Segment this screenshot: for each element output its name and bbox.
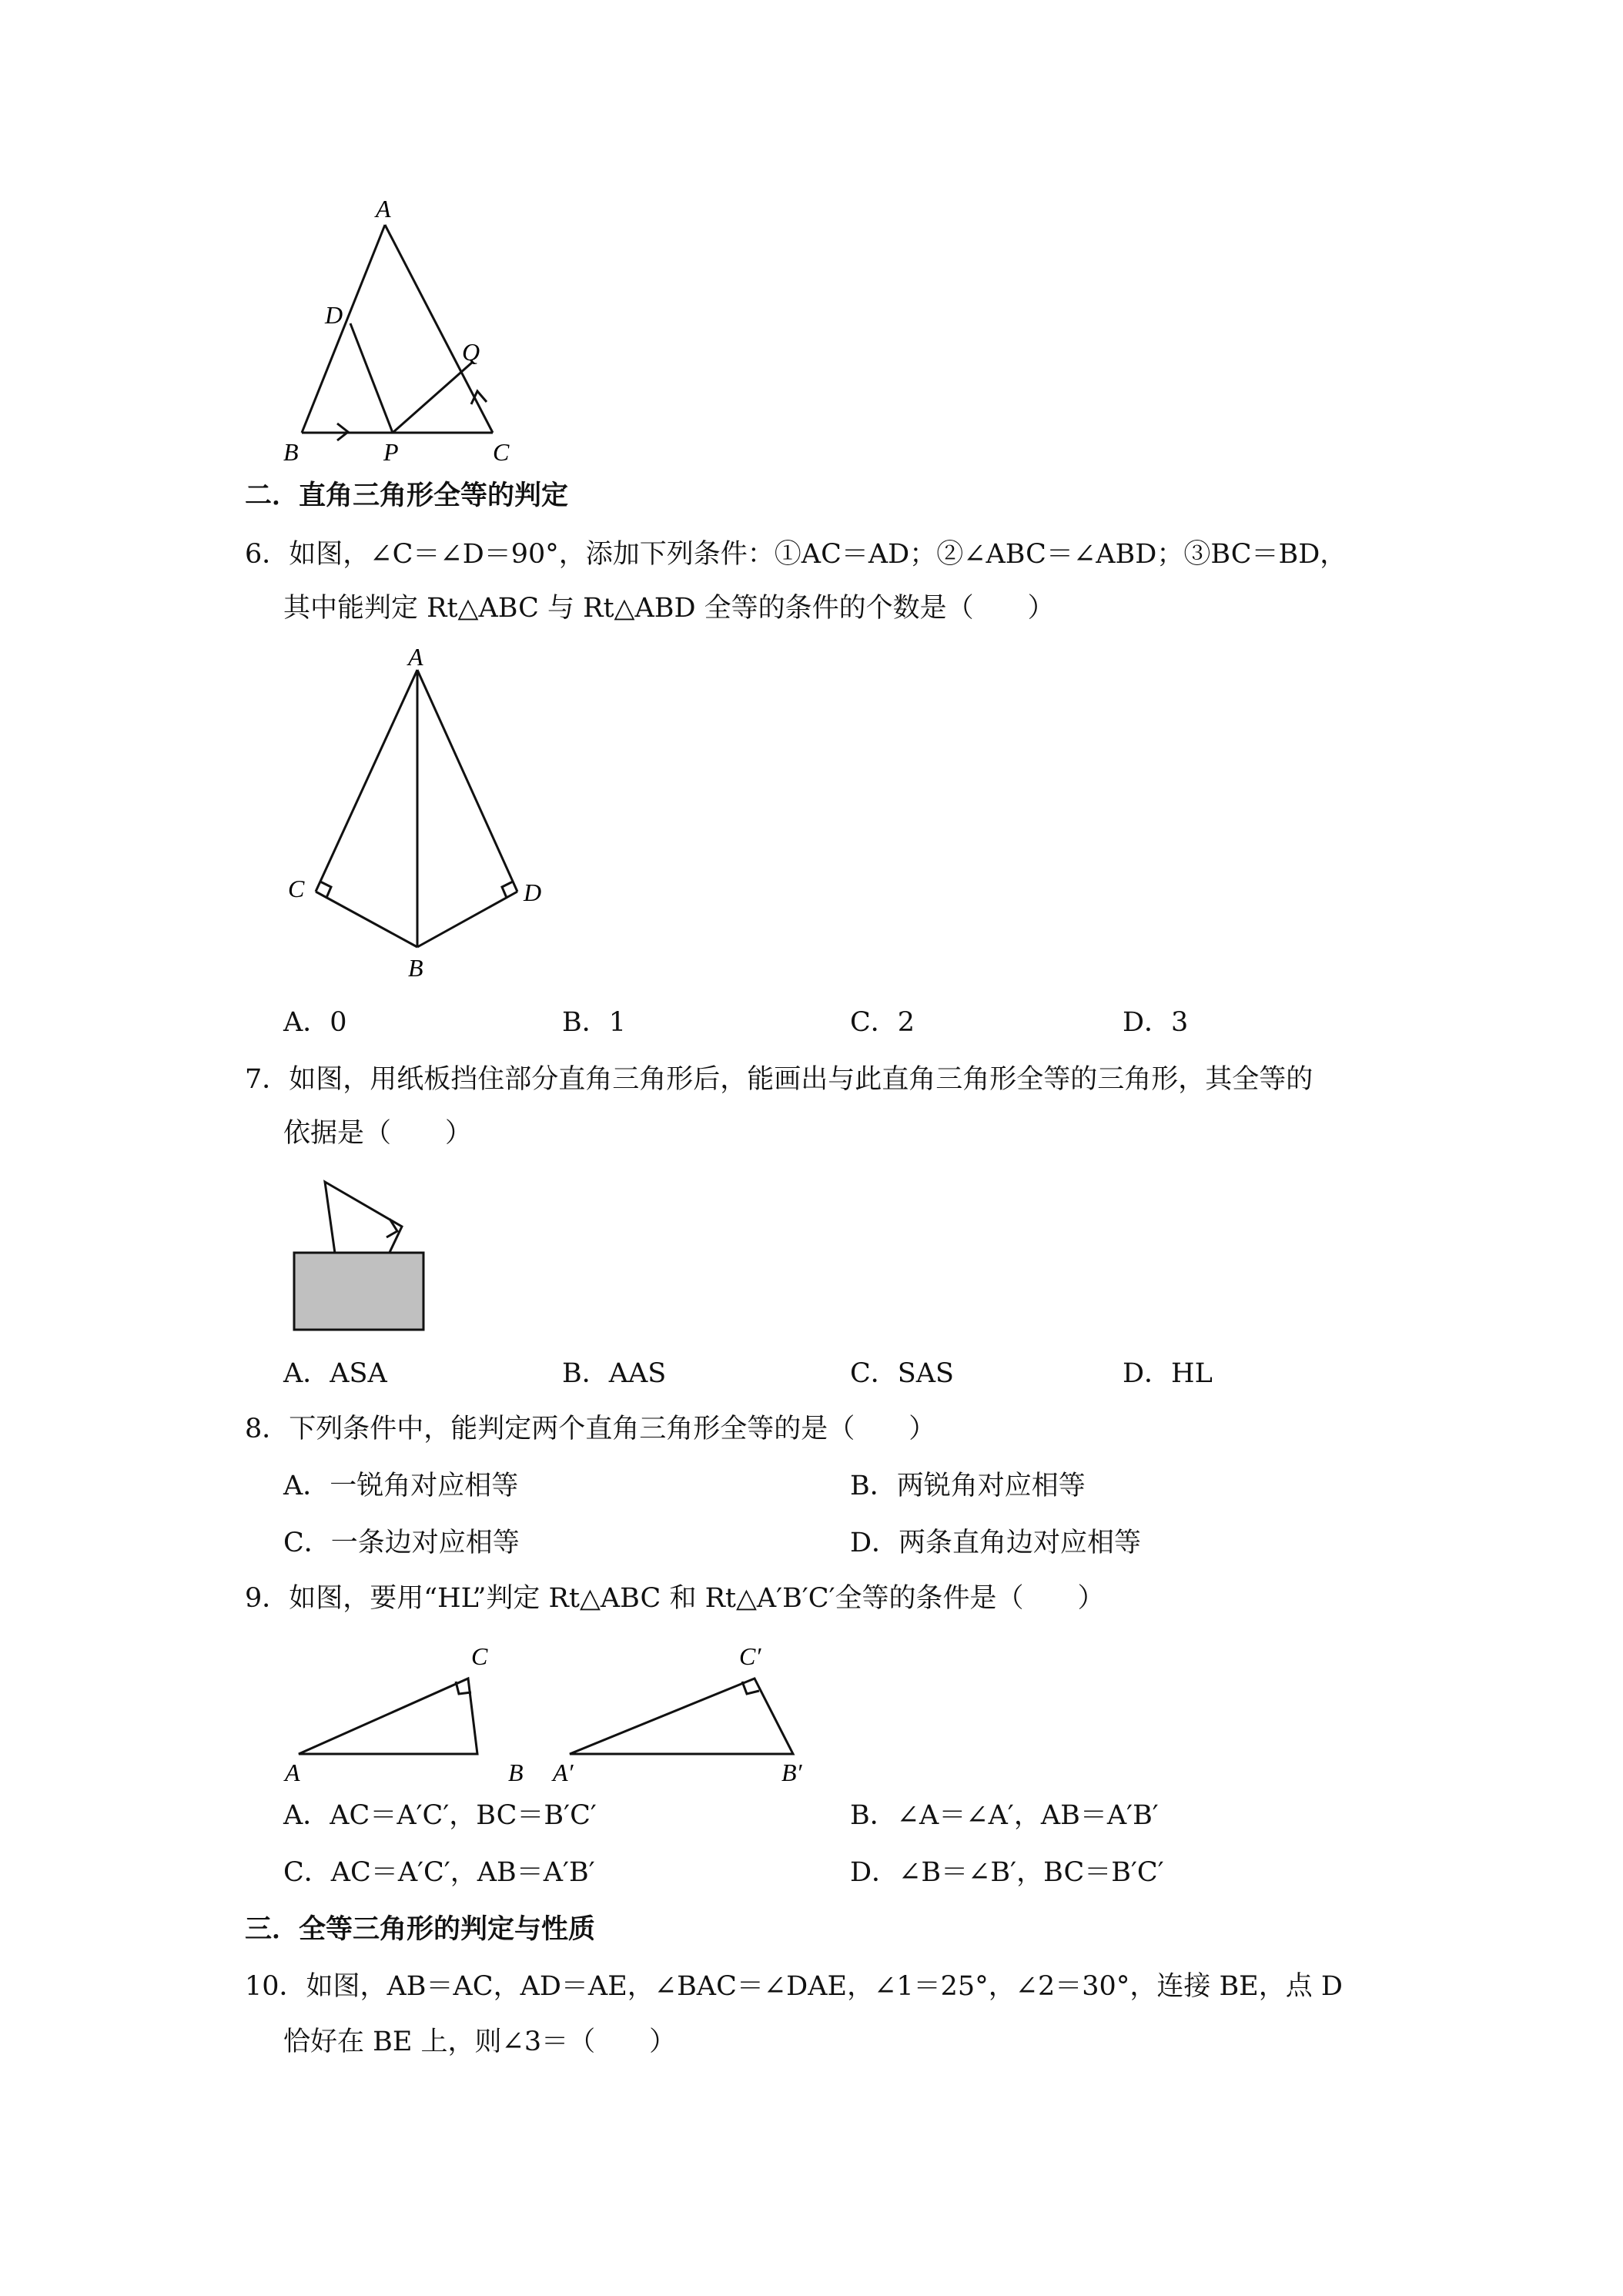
figure-q9-triangles (277, 1631, 832, 1785)
figure-q5-triangle (269, 192, 539, 470)
q8-option-a: A．一锐角对应相等 (283, 1471, 519, 1501)
q7-option-a: A．ASA (283, 1358, 387, 1389)
q9-label-a-prime: A′ (553, 1759, 574, 1785)
q7-line-1: 7．如图，用纸板挡住部分直角三角形后，能画出与此直角三角形全等的三角形，其全等的 (245, 1064, 1313, 1095)
section-3-title: 三．全等三角形的判定与性质 (245, 1914, 596, 1945)
q6-option-c: C．2 (850, 1007, 915, 1038)
section-2-title: 二．直角三角形全等的判定 (245, 480, 569, 511)
q6-option-a: A．0 (283, 1007, 347, 1038)
q9-option-b: B．∠A＝∠A′，AB＝A′B′ (850, 1800, 1159, 1831)
q6-option-d: D．3 (1123, 1007, 1189, 1038)
fig5-label-b: B (283, 438, 299, 466)
q8-option-b: B．两锐角对应相等 (850, 1471, 1086, 1501)
q8-line-1: 8．下列条件中，能判定两个直角三角形全等的是（ ） (245, 1414, 936, 1444)
q10-line-2: 恰好在 BE 上，则∠3＝（ ） (283, 2027, 677, 2057)
q8-option-c: C．一条边对应相等 (283, 1528, 520, 1558)
figure-q6-kite (277, 647, 570, 993)
q6-line-2: 其中能判定 Rt△ABC 与 Rt△ABD 全等的条件的个数是（ ） (283, 593, 1055, 624)
q9-label-b: B (508, 1759, 524, 1785)
q10-line-1: 10．如图，AB＝AC，AD＝AE，∠BAC＝∠DAE，∠1＝25°，∠2＝30°，连接 BE，点 D (245, 1971, 1343, 2002)
fig5-label-q: Q (462, 338, 480, 366)
fig5-label-p: P (383, 438, 399, 466)
q9-label-b-prime: B′ (781, 1759, 802, 1785)
figure-q7-covered-triangle (285, 1174, 439, 1336)
q7-option-b: B．AAS (562, 1358, 667, 1389)
q6-label-d: D (524, 879, 542, 906)
q6-label-a: A (408, 647, 423, 671)
q7-line-2: 依据是（ ） (283, 1118, 473, 1149)
q9-line-1: 9．如图，要用“HL”判定 Rt△ABC 和 Rt△A′B′C′全等的条件是（ ） (245, 1583, 1105, 1614)
q9-label-c: C (471, 1642, 488, 1670)
q9-option-c: C．AC＝A′C′，AB＝A′B′ (283, 1857, 595, 1888)
q6-label-b: B (408, 954, 423, 982)
q8-option-d: D．两条直角边对应相等 (850, 1528, 1142, 1558)
q7-option-c: C．SAS (850, 1358, 955, 1389)
q9-option-d: D．∠B＝∠B′，BC＝B′C′ (850, 1857, 1164, 1888)
q6-option-b: B．1 (562, 1007, 626, 1038)
q9-label-c-prime: C′ (739, 1642, 761, 1670)
fig5-label-a: A (376, 195, 391, 223)
q7-option-d: D．HL (1123, 1358, 1213, 1389)
q6-label-c: C (288, 875, 305, 902)
fig5-label-c: C (493, 438, 510, 466)
q9-option-a: A．AC＝A′C′，BC＝B′C′ (283, 1800, 597, 1831)
fig5-label-d: D (325, 301, 343, 329)
q9-label-a: A (285, 1759, 300, 1785)
q6-line-1: 6．如图，∠C＝∠D＝90°，添加下列条件：①AC＝AD；②∠ABC＝∠ABD；③BC＝BD， (245, 539, 1347, 570)
